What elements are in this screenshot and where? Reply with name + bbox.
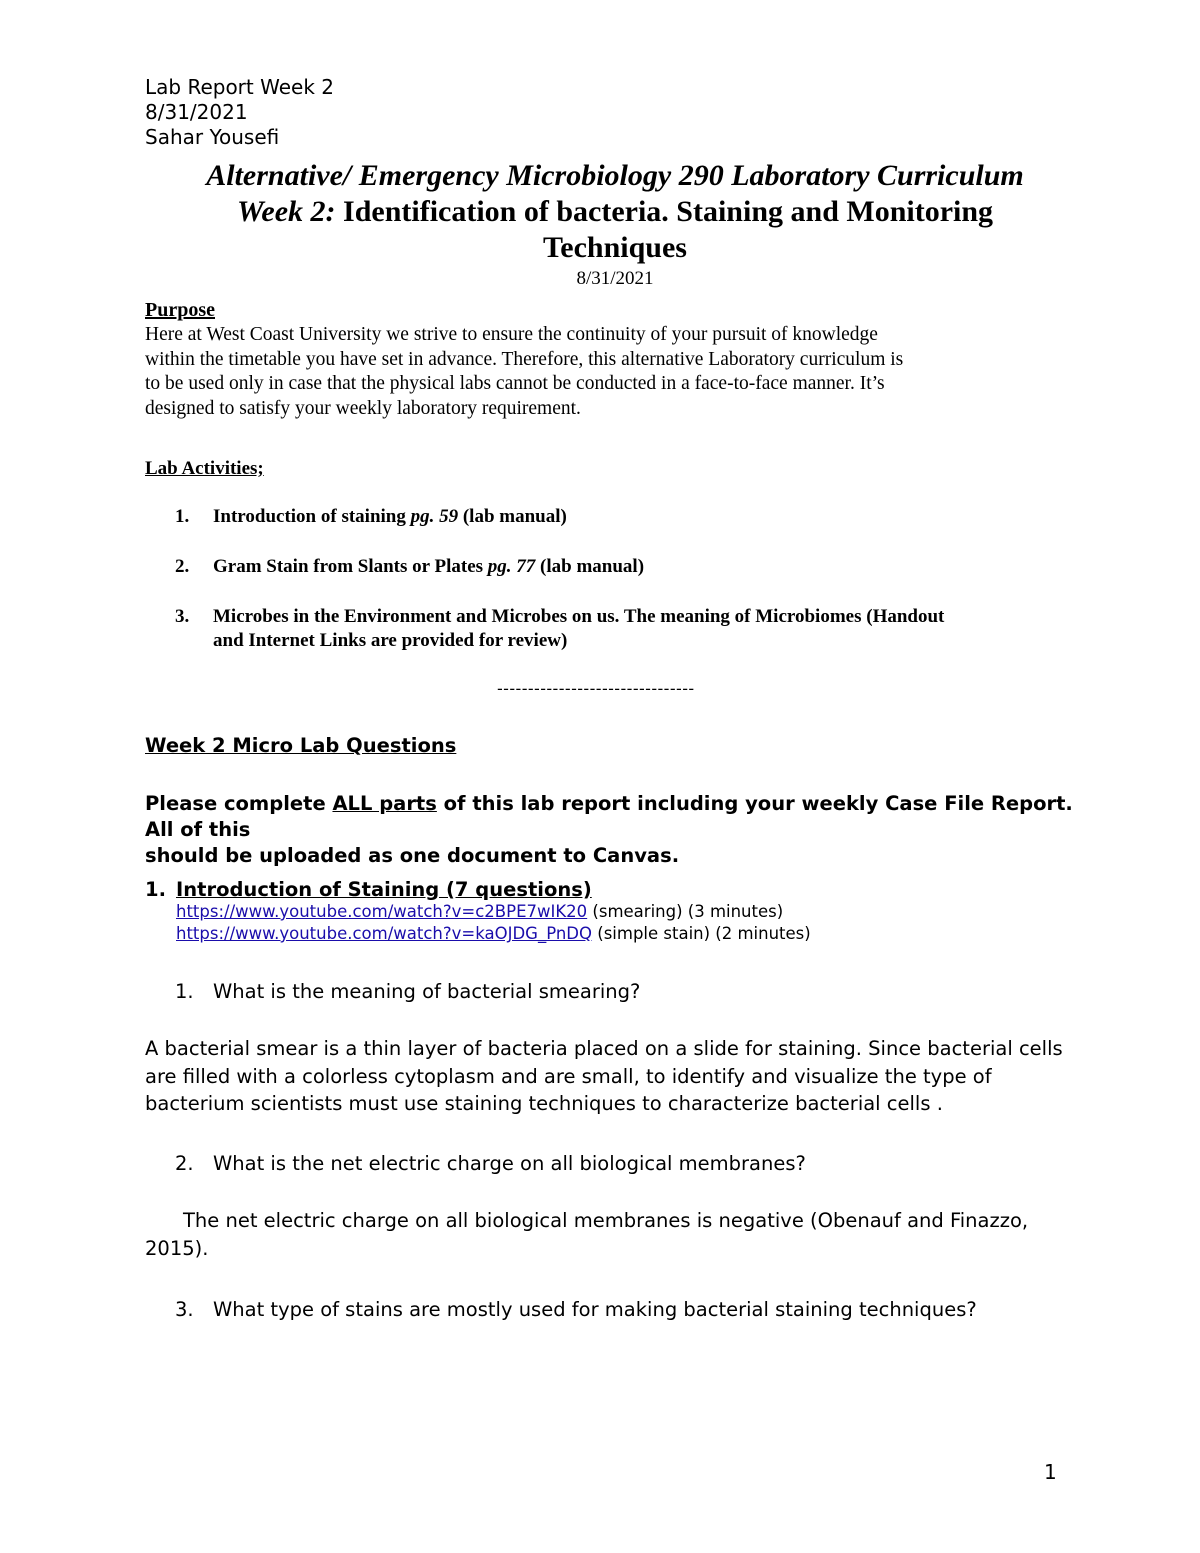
smearing-video-link[interactable]: https://www.youtube.com/watch?v=c2BPE7wIK20 [176, 902, 588, 921]
instructions-text-cont: of this lab report including your weekly Case File Report. All of this [145, 792, 1073, 841]
document-title [100, 158, 1130, 290]
simple-stain-video-link[interactable]: https://www.youtube.com/watch?v=kaOJDG_PnDQ [176, 924, 593, 943]
activity-item-3 [175, 605, 1075, 653]
answer-line: The net electric charge on all biological membranes is negative (Obenauf and Finazzo, [183, 1209, 1029, 1232]
purpose-line: to be used only in case that the physical labs cannot be conducted in a face-to-face manner. It’s [145, 373, 885, 395]
purpose-line: Here at West Coast University we strive to ensure the continuity of your pursuit of knowledge [145, 323, 878, 345]
header-title: Lab Report Week 2 [145, 75, 334, 99]
activity-page-ref: pg. 59 [410, 506, 459, 527]
section-title: Introduction of Staining (7 questions) [176, 878, 592, 901]
question-text: What is the net electric charge on all biological membranes? [213, 1152, 806, 1175]
answer-line: A bacterial smear is a thin layer of bacteria placed on a slide for staining. Since bacterial cells [145, 1037, 1063, 1060]
answer-1 [145, 1035, 1085, 1118]
purpose-line: designed to satisfy your weekly laboratory requirement. [145, 398, 581, 420]
purpose-heading: Purpose [145, 299, 215, 321]
section-1 [145, 877, 811, 945]
lab-activities-heading: Lab Activities; [145, 458, 264, 479]
activity-number: 1. [175, 506, 190, 527]
video-link-row-1 [145, 901, 811, 923]
report-header [145, 75, 334, 150]
instructions-text: Please complete [145, 792, 333, 815]
activity-text: Microbes in the Environment and Microbes on us. The meaning of Microbiomes (Handout [213, 606, 945, 627]
activity-page-ref: pg. 77 [487, 556, 536, 577]
link-note: (simple stain) (2 minutes) [592, 924, 811, 943]
week-label: Week 2: [236, 195, 336, 228]
purpose-line: within the timetable you have set in advance. Therefore, this alternative Laboratory curriculum is [145, 348, 904, 370]
title-line-1: Alternative/ Emergency Microbiology 290 Laboratory Curriculum [206, 159, 1024, 192]
instructions-emphasis: ALL parts [332, 792, 437, 815]
answer-line: bacterium scientists must use staining techniques to characterize bacterial cells . [145, 1092, 943, 1115]
activity-text: Gram Stain from Slants or Plates [213, 556, 488, 577]
question-number: 3. [175, 1298, 194, 1321]
page-number: 1 [1044, 1460, 1057, 1484]
question-number: 2. [175, 1152, 194, 1175]
activity-source: (lab manual) [458, 506, 567, 527]
title-line-3: Techniques [543, 231, 687, 264]
header-author: Sahar Yousefi [145, 125, 280, 149]
questions-heading: Week 2 Micro Lab Questions [145, 734, 457, 757]
question-1 [175, 979, 640, 1005]
answer-2 [145, 1207, 1085, 1262]
activity-source: (lab manual) [535, 556, 645, 577]
instructions [145, 791, 1085, 869]
question-2 [175, 1151, 806, 1177]
answer-line: 2015). [145, 1236, 209, 1260]
question-text: What type of stains are mostly used for making bacterial staining techniques? [213, 1298, 977, 1321]
video-link-row-2 [145, 923, 811, 945]
answer-line: are filled with a colorless cytoplasm and are small, to identify and visualize the type of [145, 1064, 992, 1088]
activity-number: 2. [175, 556, 190, 577]
activity-number: 3. [175, 606, 190, 627]
question-text: What is the meaning of bacterial smearing? [213, 980, 641, 1003]
purpose-section [145, 298, 1065, 422]
question-number: 1. [175, 980, 194, 1003]
activity-text-cont: and Internet Links are provided for review) [213, 630, 568, 651]
activity-text: Introduction of staining [213, 506, 411, 527]
activity-item-2 [175, 555, 644, 579]
section-number: 1. [145, 878, 166, 901]
title-date: 8/31/2021 [576, 268, 654, 289]
title-line-2 [100, 194, 1130, 230]
section-separator: -------------------------------- [497, 679, 695, 698]
title-line-2-text: Identification of bacteria. Staining and Monitoring [335, 195, 994, 228]
header-date: 8/31/2021 [145, 100, 248, 124]
question-3 [175, 1297, 977, 1323]
activity-item-1 [175, 505, 567, 529]
instructions-line-2: should be uploaded as one document to Canvas. [145, 844, 680, 867]
link-note: (smearing) (3 minutes) [587, 902, 784, 921]
